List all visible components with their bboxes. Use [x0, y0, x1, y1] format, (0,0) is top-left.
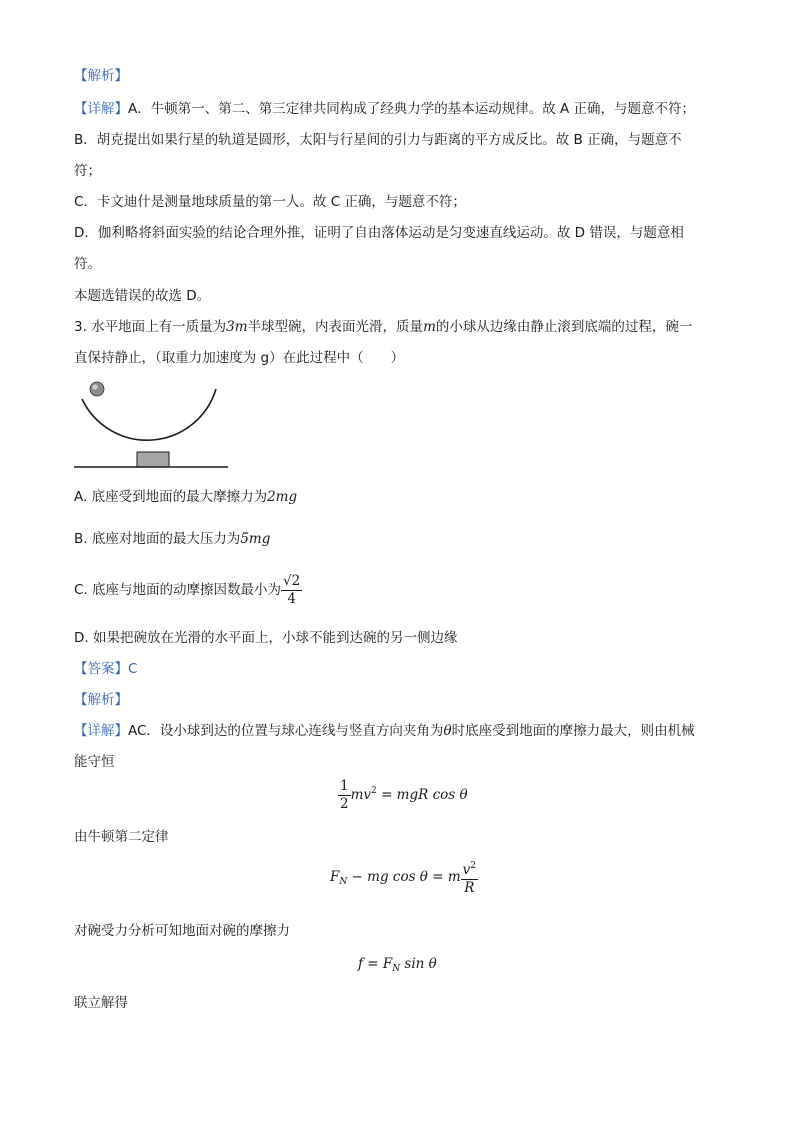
detail-tag-2: 【详解】	[74, 723, 128, 739]
equation-friction	[358, 956, 437, 974]
q3-mass-ball: m	[423, 319, 436, 335]
eq2-frac-num: v	[462, 862, 471, 878]
option-b-text: B. 底座对地面的最大压力为	[74, 531, 241, 547]
eq3-rhs: sin θ	[400, 956, 437, 972]
q3-text-1: 3. 水平地面上有一质量为	[74, 319, 227, 335]
detail-line-a	[74, 99, 695, 119]
detail-line-c: C．卡文迪什是测量地球质量的第一人。故 C 正确，与题意不符；	[74, 194, 466, 210]
analysis-heading-2: 【解析】	[74, 692, 128, 708]
detail-ac-text-2: 时底座受到地面的摩擦力最大，则由机械	[451, 723, 695, 739]
detail-tag-1: 【详解】	[74, 101, 128, 117]
option-a	[74, 487, 297, 507]
option-b-math: 5mg	[240, 531, 271, 547]
newton-second-law-line: 由牛顿第二定律	[74, 829, 169, 845]
option-c-denominator: 4	[287, 590, 296, 607]
q3-text-3: 的小球从边缘由静止滚到底端的过程，碗一	[435, 319, 693, 335]
detail-line-d: D．伽利略将斜面实验的结论合理外推，证明了自由落体运动是匀变速直线运动。故 D 错误，与题意相	[74, 225, 684, 241]
question-3-line-1	[74, 317, 692, 337]
eq2-fraction: $\frac{v^2}{R}$	[461, 858, 478, 897]
option-b	[74, 529, 270, 549]
detail-line-b-cont: 符；	[74, 163, 101, 179]
eq2-lhs-sub: N	[339, 877, 348, 887]
eq2-mid: − mg cos θ = m	[351, 869, 461, 885]
option-a-math: 2mg	[267, 489, 298, 505]
q3-mass-bowl: 3m	[226, 319, 248, 335]
eq1-rhs: = mgR cos θ	[381, 787, 468, 803]
ball	[90, 382, 104, 396]
bowl-base	[137, 452, 169, 467]
detail-theta: θ	[443, 723, 452, 739]
detail-text-a: A．牛顿第一、第二、第三定律共同构成了经典力学的基本运动规律。故 A 正确，与题意不符；	[128, 101, 696, 117]
equation-energy: $\frac{1}{2}$ $mv^2$ = mgR cos θ	[340, 778, 468, 812]
q3-text-2: 半球型碗，内表面光滑，质量	[247, 319, 424, 335]
question-3-line-2: 直保持静止，（取重力加速度为 g）在此过程中（ ）	[74, 350, 405, 366]
eq1-frac-num: 1	[340, 778, 349, 794]
analysis-heading-1: 【解析】	[74, 68, 128, 84]
option-d: D. 如果把碗放在光滑的水平面上，小球不能到达碗的另一侧边缘	[74, 630, 458, 646]
eq3-lhs: f = F	[358, 956, 393, 972]
solve-line: 联立解得	[74, 995, 128, 1011]
option-c-fraction	[281, 573, 302, 608]
force-analysis-line: 对碗受力分析可知地面对碗的摩擦力	[74, 923, 290, 939]
detail-ac-line-1	[74, 721, 695, 741]
conclusion-line: 本题选错误的故选 D。	[74, 288, 211, 304]
eq3-sub: N	[392, 964, 401, 974]
bowl-arc	[82, 389, 216, 440]
detail-line-d-cont: 符。	[74, 256, 101, 272]
option-c-numerator: √2	[283, 572, 301, 589]
detail-ac-line-2: 能守恒	[74, 754, 115, 770]
detail-line-b: B．胡克提出如果行星的轨道是圆形，太阳与行星间的引力与距离的平方成反比。故 B 正确，与题意不	[74, 132, 682, 148]
bowl-diagram	[70, 375, 240, 475]
option-c-text: C. 底座与地面的动摩擦因数最小为	[74, 582, 282, 598]
equation-newton	[330, 858, 478, 897]
eq1-fraction	[338, 778, 351, 813]
eq1-frac-den: 2	[340, 796, 349, 812]
eq2-lhs: F	[330, 869, 340, 885]
option-a-text: A. 底座受到地面的最大摩擦力为	[74, 489, 268, 505]
answer-line: 【答案】C	[74, 661, 138, 677]
option-c	[74, 570, 302, 610]
detail-ac-text-1: AC．设小球到达的位置与球心连线与竖直方向夹角为	[128, 723, 444, 739]
eq1-lhs: mv	[350, 787, 372, 803]
eq2-frac-den: R	[464, 880, 475, 896]
